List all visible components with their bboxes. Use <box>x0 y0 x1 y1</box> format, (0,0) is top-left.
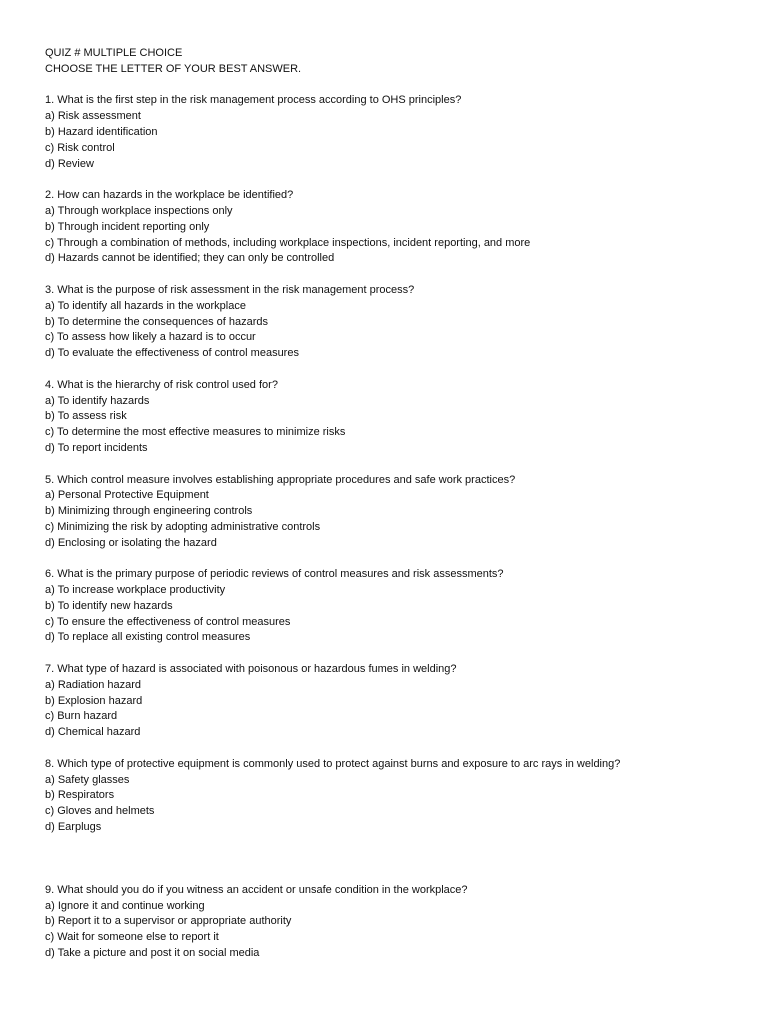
answer-option: d) To replace all existing control measures <box>45 631 251 644</box>
quiz-document <box>45 46 755 962</box>
answer-option: d) To report incidents <box>45 441 148 454</box>
answer-option: a) Personal Protective Equipment <box>45 489 209 502</box>
answer-option: c) Wait for someone else to report it <box>45 931 219 944</box>
question-text: 2. How can hazards in the workplace be identified? <box>45 189 294 202</box>
answer-option: a) To identify hazards <box>45 394 150 407</box>
question-text: 9. What should you do if you witness an accident or unsafe condition in the workplace? <box>45 883 468 896</box>
answer-option: a) Radiation hazard <box>45 678 142 691</box>
question-text: 6. What is the primary purpose of periodic reviews of control measures and risk assessments? <box>45 568 504 581</box>
answer-option: b) Explosion hazard <box>45 694 143 707</box>
answer-option: a) Through workplace inspections only <box>45 204 233 217</box>
question-block <box>45 378 755 457</box>
answer-option: d) Enclosing or isolating the hazard <box>45 536 217 549</box>
answer-option: a) To increase workplace productivity <box>45 584 226 597</box>
answer-option: d) Earplugs <box>45 821 102 834</box>
answer-option: b) To determine the consequences of hazards <box>45 315 268 328</box>
question-text: 8. Which type of protective equipment is commonly used to protect against burns and exposure to arc rays in welding? <box>45 757 621 770</box>
quiz-instruction: CHOOSE THE LETTER OF YOUR BEST ANSWER. <box>45 62 302 75</box>
question-block <box>45 93 755 172</box>
answer-option: b) Respirators <box>45 789 115 802</box>
answer-option: b) Report it to a supervisor or appropriate authority <box>45 915 292 928</box>
question-text: 1. What is the first step in the risk management process according to OHS principles? <box>45 94 462 107</box>
answer-option: c) Gloves and helmets <box>45 805 155 818</box>
question-block <box>45 567 755 646</box>
answer-option: d) Hazards cannot be identified; they can only be controlled <box>45 252 335 265</box>
question-block <box>45 188 755 267</box>
answer-option: c) Minimizing the risk by adopting administrative controls <box>45 520 321 533</box>
answer-option: c) To ensure the effectiveness of control measures <box>45 615 291 628</box>
answer-option: b) To identify new hazards <box>45 599 173 612</box>
answer-option: d) Chemical hazard <box>45 726 141 739</box>
question-block <box>45 473 755 552</box>
answer-option: c) Risk control <box>45 141 115 154</box>
answer-option: c) To assess how likely a hazard is to occur <box>45 331 256 344</box>
answer-option: d) Review <box>45 157 94 170</box>
question-block <box>45 283 755 362</box>
answer-option: a) Risk assessment <box>45 110 141 123</box>
answer-option: b) To assess risk <box>45 410 127 423</box>
question-text: 5. Which control measure involves establishing appropriate procedures and safe work practices? <box>45 473 516 486</box>
answer-option: d) Take a picture and post it on social media <box>45 947 260 960</box>
answer-option: c) Through a combination of methods, including workplace inspections, incident reporting, and more <box>45 236 531 249</box>
question-block <box>45 757 755 836</box>
question-text: 3. What is the purpose of risk assessment in the risk management process? <box>45 283 415 296</box>
answer-option: b) Hazard identification <box>45 125 158 138</box>
answer-option: c) Burn hazard <box>45 710 118 723</box>
answer-option: a) Safety glasses <box>45 773 130 786</box>
answer-option: b) Minimizing through engineering controls <box>45 505 253 518</box>
answer-option: b) Through incident reporting only <box>45 220 210 233</box>
question-block <box>45 662 755 741</box>
quiz-title: QUIZ # MULTIPLE CHOICE <box>45 47 183 59</box>
question-block <box>45 883 755 962</box>
answer-option: c) To determine the most effective measures to minimize risks <box>45 426 346 439</box>
answer-option: d) To evaluate the effectiveness of control measures <box>45 347 299 360</box>
answer-option: a) To identify all hazards in the workplace <box>45 299 246 312</box>
question-text: 7. What type of hazard is associated with poisonous or hazardous fumes in welding? <box>45 663 457 676</box>
answer-option: a) Ignore it and continue working <box>45 899 205 912</box>
question-text: 4. What is the hierarchy of risk control used for? <box>45 378 278 391</box>
